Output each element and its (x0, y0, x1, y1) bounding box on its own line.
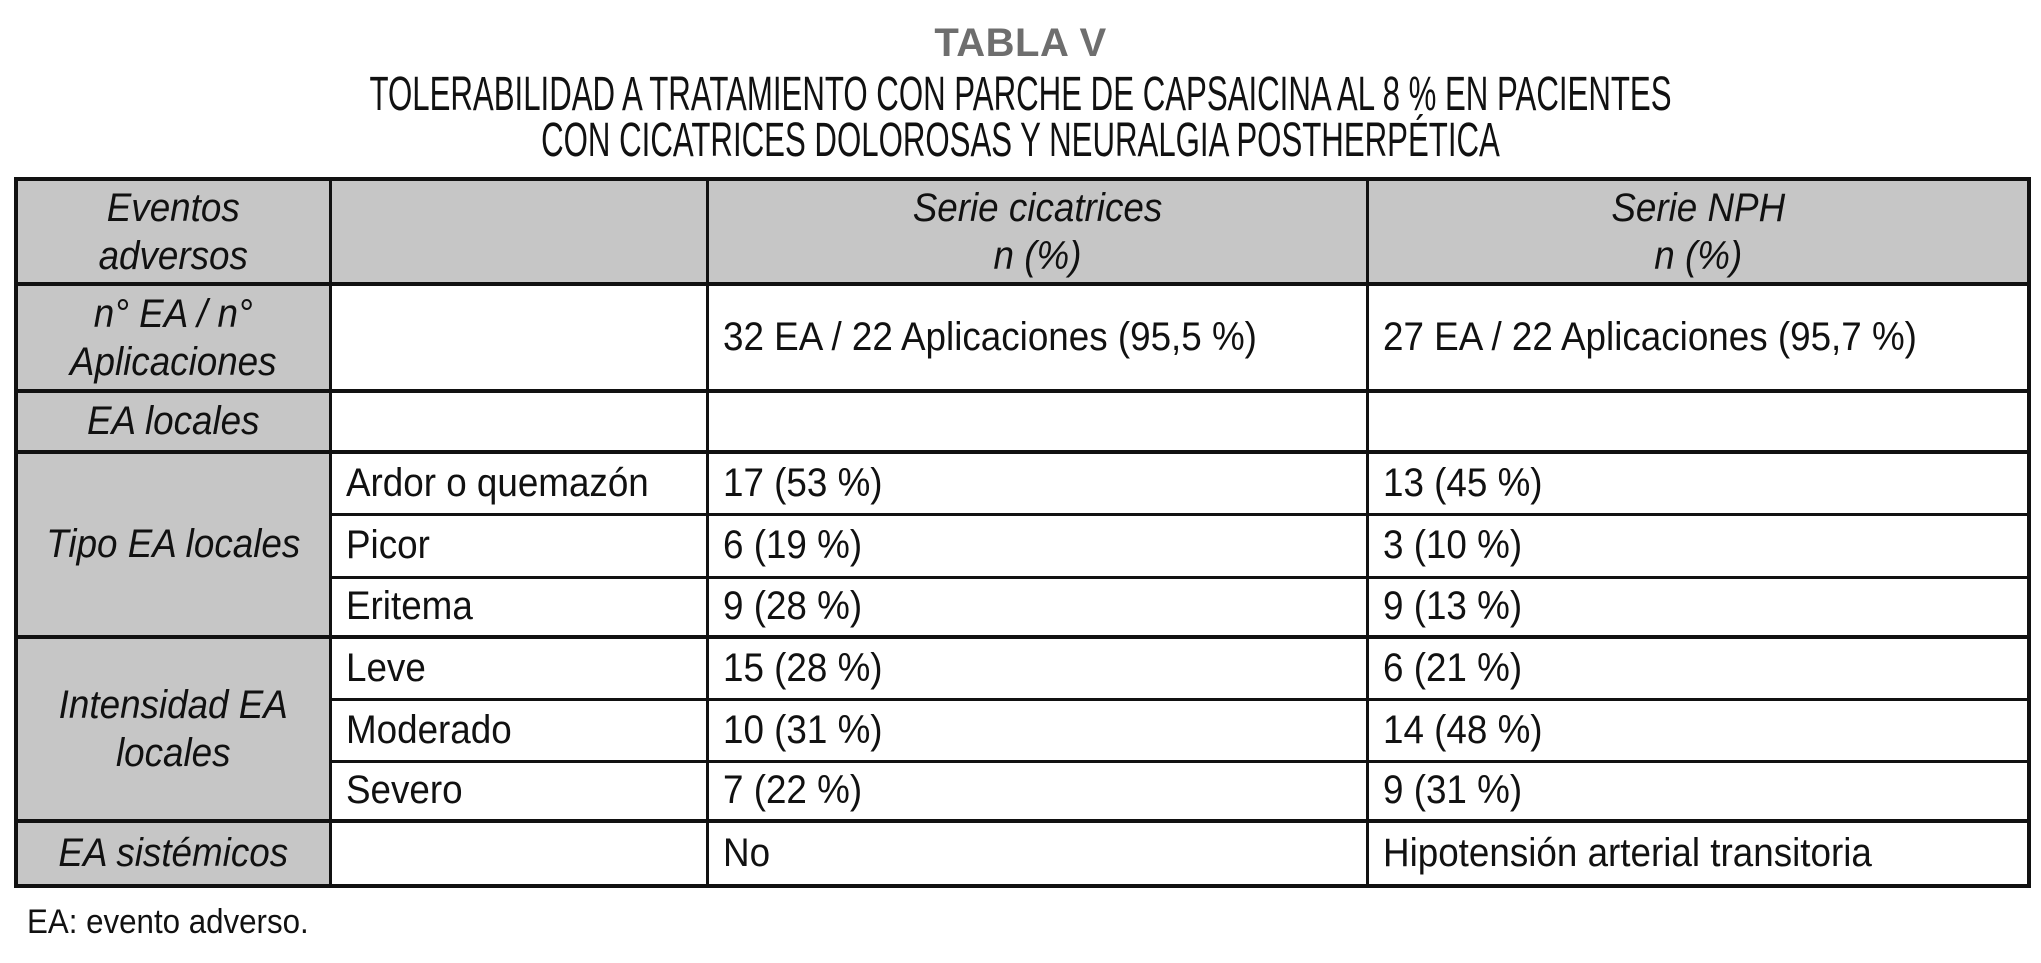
table-footnote: EA: evento adverso. (27, 903, 309, 941)
row-aplicaciones (16, 284, 2029, 391)
header-nph-line2: n (%) (1653, 233, 1742, 278)
rowhead-ea-sistemicos-text: EA sistémicos (58, 831, 289, 875)
rowhead-intensidad-ea-locales (16, 637, 330, 821)
cell-intensidad-leve-cicatrices (707, 637, 1367, 699)
cell-intensidad-severo-nph-text: 9 (31 %) (1382, 768, 1522, 813)
cell-tipo-ardor-cicatrices-text: 17 (53 %) (722, 460, 883, 505)
cell-ea-locales-sub (330, 391, 707, 452)
cell-sistemicos-cicatrices (707, 821, 1367, 886)
cell-tipo-picor-nph (1367, 514, 2029, 577)
cell-intensidad-moderado-cicatrices (707, 699, 1367, 761)
header-eventos-line1: Eventos (106, 185, 240, 230)
rowhead-aplicaciones-line2: Aplicaciones (69, 339, 277, 384)
rowhead-ea-locales (16, 391, 330, 452)
rowhead-intensidad-line2: locales (115, 731, 231, 775)
row-ea-locales (16, 391, 2029, 452)
rowhead-aplicaciones-text (30, 290, 316, 386)
cell-tipo-ardor-name (330, 452, 707, 514)
cell-intensidad-severo-cicatrices (707, 761, 1367, 821)
cell-sistemicos-nph-text: Hipotensión arterial transitoria (1382, 831, 1872, 875)
cell-tipo-eritema-name-text: Eritema (345, 584, 473, 629)
header-cicatrices-line2: n (%) (993, 233, 1081, 278)
rowhead-intensidad-line1: Intensidad EA (58, 683, 288, 727)
cell-aplicaciones-cicatrices (707, 284, 1367, 391)
header-cell-empty (330, 179, 707, 284)
rowhead-intensidad-text (30, 681, 316, 777)
cell-tipo-picor-name-text: Picor (345, 523, 430, 567)
cell-ea-locales-cicatrices (707, 391, 1367, 452)
rowhead-ea-locales-text: EA locales (87, 399, 260, 443)
rowhead-aplicaciones-line1: n° EA / n° (93, 291, 253, 336)
rowhead-tipo-ea-locales-text: Tipo EA locales (46, 522, 301, 566)
page (0, 22, 2041, 942)
cell-tipo-picor-nph-text: 3 (10 %) (1382, 523, 1522, 567)
cell-sistemicos-sub (330, 821, 707, 886)
cell-intensidad-leve-name-text: Leve (345, 645, 426, 690)
cell-intensidad-moderado-cicatrices-text: 10 (31 %) (722, 707, 883, 752)
row-ea-sistemicos (16, 821, 2029, 886)
cell-tipo-ardor-nph (1367, 452, 2029, 514)
rowhead-aplicaciones (16, 284, 330, 391)
cell-intensidad-severo-name (330, 761, 707, 821)
cell-aplicaciones-nph (1367, 284, 2029, 391)
cell-aplicaciones-sub (330, 284, 707, 391)
cell-tipo-eritema-name (330, 577, 707, 637)
cell-intensidad-severo-nph (1367, 761, 2029, 821)
header-cell-serie-nph (1367, 179, 2029, 284)
cell-tipo-picor-cicatrices-text: 6 (19 %) (722, 523, 862, 567)
header-cicatrices-text (735, 184, 1339, 280)
cell-intensidad-severo-name-text: Severo (345, 768, 463, 813)
header-cell-eventos-adversos (16, 179, 330, 284)
cell-intensidad-severo-cicatrices-text: 7 (22 %) (722, 768, 862, 813)
header-eventos-text (30, 184, 316, 280)
cell-tipo-eritema-nph-text: 9 (13 %) (1382, 584, 1522, 629)
cell-intensidad-moderado-name-text: Moderado (345, 707, 512, 752)
cell-sistemicos-cicatrices-text: No (722, 831, 770, 875)
adverse-events-table (14, 177, 2031, 888)
cell-sistemicos-nph (1367, 821, 2029, 886)
cell-aplicaciones-cicatrices-text: 32 EA / 22 Aplicaciones (95,5 %) (722, 315, 1257, 359)
cell-ea-locales-nph (1367, 391, 2029, 452)
row-intensidad-leve (16, 637, 2029, 699)
header-row (16, 179, 2029, 284)
header-nph-text (1395, 184, 2001, 280)
cell-tipo-picor-name (330, 514, 707, 577)
cell-tipo-eritema-cicatrices-text: 9 (28 %) (722, 584, 862, 629)
table-subtitle-line2: CON CICATRICES DOLOROSAS Y NEURALGIA POSTHERPÉTICA (541, 114, 1500, 167)
cell-intensidad-leve-name (330, 637, 707, 699)
cell-tipo-ardor-name-text: Ardor o quemazón (345, 460, 649, 505)
cell-intensidad-moderado-name (330, 699, 707, 761)
cell-intensidad-moderado-nph (1367, 699, 2029, 761)
header-nph-line1: Serie NPH (1610, 185, 1785, 230)
cell-aplicaciones-nph-text: 27 EA / 22 Aplicaciones (95,7 %) (1382, 315, 1917, 359)
rowhead-ea-sistemicos (16, 821, 330, 886)
cell-tipo-ardor-nph-text: 13 (45 %) (1382, 460, 1543, 505)
header-cell-serie-cicatrices (707, 179, 1367, 284)
header-eventos-line2: adversos (98, 233, 248, 278)
rowhead-tipo-ea-locales (16, 452, 330, 637)
cell-intensidad-leve-cicatrices-text: 15 (28 %) (722, 645, 883, 690)
table-subtitle-line1: TOLERABILIDAD A TRATAMIENTO CON PARCHE DE CAPSAICINA AL 8 % EN PACIENTES (369, 68, 1672, 121)
cell-tipo-ardor-cicatrices (707, 452, 1367, 514)
cell-tipo-eritema-nph (1367, 577, 2029, 637)
cell-intensidad-leve-nph (1367, 637, 2029, 699)
cell-tipo-picor-cicatrices (707, 514, 1367, 577)
cell-intensidad-moderado-nph-text: 14 (48 %) (1382, 707, 1543, 752)
row-tipo-ardor (16, 452, 2029, 514)
table-number-title: TABLA V (934, 21, 1107, 65)
cell-tipo-eritema-cicatrices (707, 577, 1367, 637)
cell-intensidad-leve-nph-text: 6 (21 %) (1382, 645, 1522, 690)
header-cicatrices-line1: Serie cicatrices (912, 185, 1162, 230)
